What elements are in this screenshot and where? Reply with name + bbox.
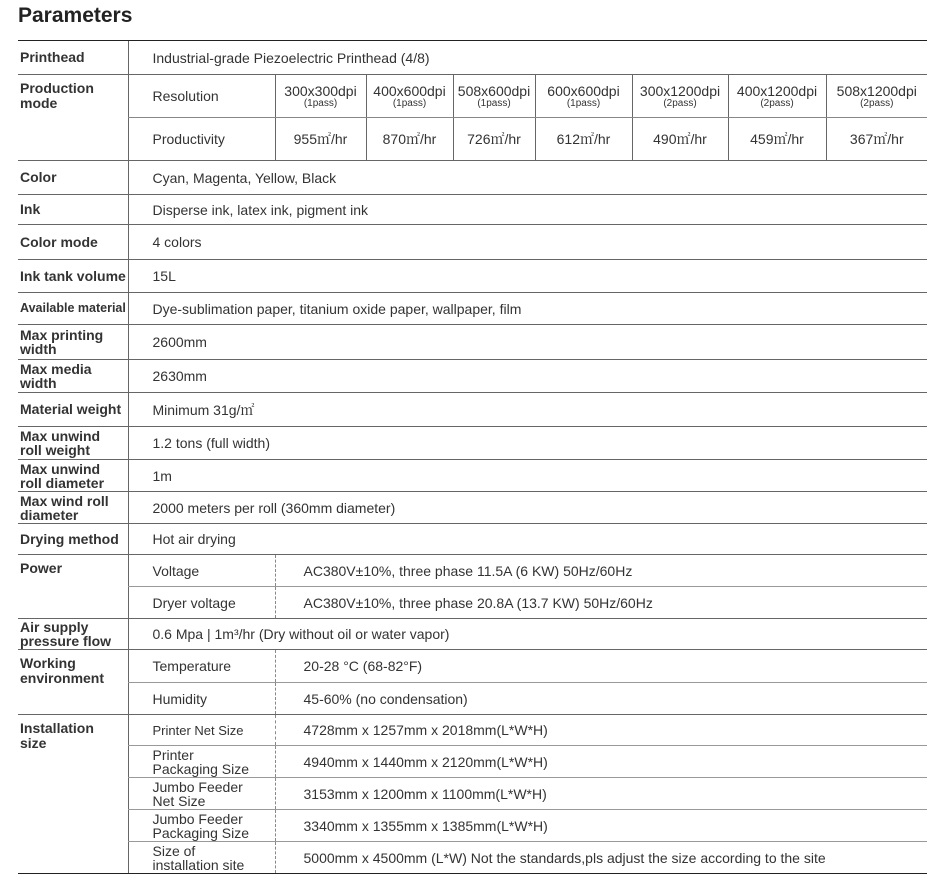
ink-tank-value: 15L	[128, 260, 927, 293]
row-max-unwind-weight	[18, 427, 927, 460]
installation-item-label: Printer Net Size	[128, 715, 275, 746]
dryer-voltage-value: AC380V±10%, three phase 20.8A (13.7 KW) 50Hz/60Hz	[275, 587, 927, 619]
row-max-printing-width	[18, 325, 927, 360]
material-weight-label: Material weight	[18, 393, 128, 427]
prod-cell: 870㎡/hr	[366, 118, 453, 161]
row-power-dryer	[18, 587, 927, 619]
temperature-value: 20-28 °C (68-82°F)	[275, 650, 927, 683]
color-mode-value: 4 colors	[128, 225, 927, 260]
page-title: Parameters	[18, 4, 133, 27]
res-cell: 508x1200dpi (2pass)	[826, 75, 927, 118]
parameters-table	[18, 40, 927, 874]
row-humidity	[18, 683, 927, 715]
installation-item-label: Printer Packaging Size	[128, 746, 275, 778]
res-cell: 300x1200dpi (2pass)	[632, 75, 728, 118]
installation-label: Installation size	[18, 715, 128, 874]
humidity-label: Humidity	[128, 683, 275, 715]
res-cell: 400x600dpi (1pass)	[366, 75, 453, 118]
row-available-material	[18, 293, 927, 325]
installation-item-value: 4728mm x 1257mm x 2018mm(L*W*H)	[275, 715, 927, 746]
installation-item-value: 3340mm x 1355mm x 1385mm(L*W*H)	[275, 810, 927, 842]
available-material-label: Available material	[18, 293, 128, 325]
row-productivity	[18, 118, 927, 161]
row-resolution	[18, 75, 927, 118]
ink-label: Ink	[18, 195, 128, 225]
printhead-label: Printhead	[18, 41, 128, 75]
installation-item-value: 3153mm x 1200mm x 1100mm(L*W*H)	[275, 778, 927, 810]
printhead-value: Industrial-grade Piezoelectric Printhead (4/8)	[128, 41, 927, 75]
installation-item-label: Jumbo Feeder Net Size	[128, 778, 275, 810]
row-drying-method	[18, 524, 927, 555]
row-material-weight	[18, 393, 927, 427]
production-mode-label: Production mode	[18, 75, 128, 161]
row-installation	[18, 746, 927, 778]
max-unwind-diameter-value: 1m	[128, 460, 927, 492]
row-installation	[18, 715, 927, 746]
voltage-label: Voltage	[128, 555, 275, 587]
installation-item-label: Jumbo Feeder Packaging Size	[128, 810, 275, 842]
drying-method-value: Hot air drying	[128, 524, 927, 555]
max-printing-width-value: 2600mm	[128, 325, 927, 360]
res-cell: 300x300dpi (1pass)	[275, 75, 366, 118]
max-media-width-label: Max media width	[18, 360, 128, 393]
row-installation	[18, 778, 927, 810]
max-wind-diameter-label: Max wind roll diameter	[18, 492, 128, 524]
air-supply-label: Air supply pressure flow	[18, 619, 128, 650]
ink-tank-label: Ink tank volume	[18, 260, 128, 293]
row-installation	[18, 810, 927, 842]
color-mode-label: Color mode	[18, 225, 128, 260]
dryer-voltage-label: Dryer voltage	[128, 587, 275, 619]
productivity-label: Productivity	[128, 118, 275, 161]
row-printhead	[18, 41, 927, 75]
voltage-value: AC380V±10%, three phase 11.5A (6 KW) 50Hz/60Hz	[275, 555, 927, 587]
row-ink-tank	[18, 260, 927, 293]
row-air-supply	[18, 619, 927, 650]
working-env-label: Working environment	[18, 650, 128, 715]
row-max-wind-diameter	[18, 492, 927, 524]
drying-method-label: Drying method	[18, 524, 128, 555]
temperature-label: Temperature	[128, 650, 275, 683]
prod-cell: 955㎡/hr	[275, 118, 366, 161]
max-media-width-value: 2630mm	[128, 360, 927, 393]
installation-item-value: 5000mm x 4500mm (L*W) Not the standards,pls adjust the size according to the site	[275, 842, 927, 874]
row-color-mode	[18, 225, 927, 260]
color-label: Color	[18, 161, 128, 195]
row-color	[18, 161, 927, 195]
ink-value: Disperse ink, latex ink, pigment ink	[128, 195, 927, 225]
max-unwind-weight-value: 1.2 tons (full width)	[128, 427, 927, 460]
prod-cell: 367㎡/hr	[826, 118, 927, 161]
available-material-value: Dye-sublimation paper, titanium oxide paper, wallpaper, film	[128, 293, 927, 325]
row-ink	[18, 195, 927, 225]
resolution-label: Resolution	[128, 75, 275, 118]
installation-item-label: Size of installation site	[128, 842, 275, 874]
color-value: Cyan, Magenta, Yellow, Black	[128, 161, 927, 195]
installation-item-value: 4940mm x 1440mm x 2120mm(L*W*H)	[275, 746, 927, 778]
max-wind-diameter-value: 2000 meters per roll (360mm diameter)	[128, 492, 927, 524]
row-max-media-width	[18, 360, 927, 393]
max-unwind-diameter-label: Max unwind roll diameter	[18, 460, 128, 492]
power-label: Power	[18, 555, 128, 619]
row-temperature	[18, 650, 927, 683]
res-cell: 508x600dpi (1pass)	[453, 75, 535, 118]
max-unwind-weight-label: Max unwind roll weight	[18, 427, 128, 460]
prod-cell: 726㎡/hr	[453, 118, 535, 161]
row-power-voltage	[18, 555, 927, 587]
res-cell: 400x1200dpi (2pass)	[728, 75, 826, 118]
max-printing-width-label: Max printing width	[18, 325, 128, 360]
material-weight-value: Minimum 31g/㎡	[128, 393, 927, 427]
prod-cell: 612㎡/hr	[535, 118, 632, 161]
air-supply-value: 0.6 Mpa | 1m³/hr (Dry without oil or water vapor)	[128, 619, 927, 650]
prod-cell: 459㎡/hr	[728, 118, 826, 161]
humidity-value: 45-60% (no condensation)	[275, 683, 927, 715]
res-cell: 600x600dpi (1pass)	[535, 75, 632, 118]
row-installation	[18, 842, 927, 874]
prod-cell: 490㎡/hr	[632, 118, 728, 161]
row-max-unwind-diameter	[18, 460, 927, 492]
